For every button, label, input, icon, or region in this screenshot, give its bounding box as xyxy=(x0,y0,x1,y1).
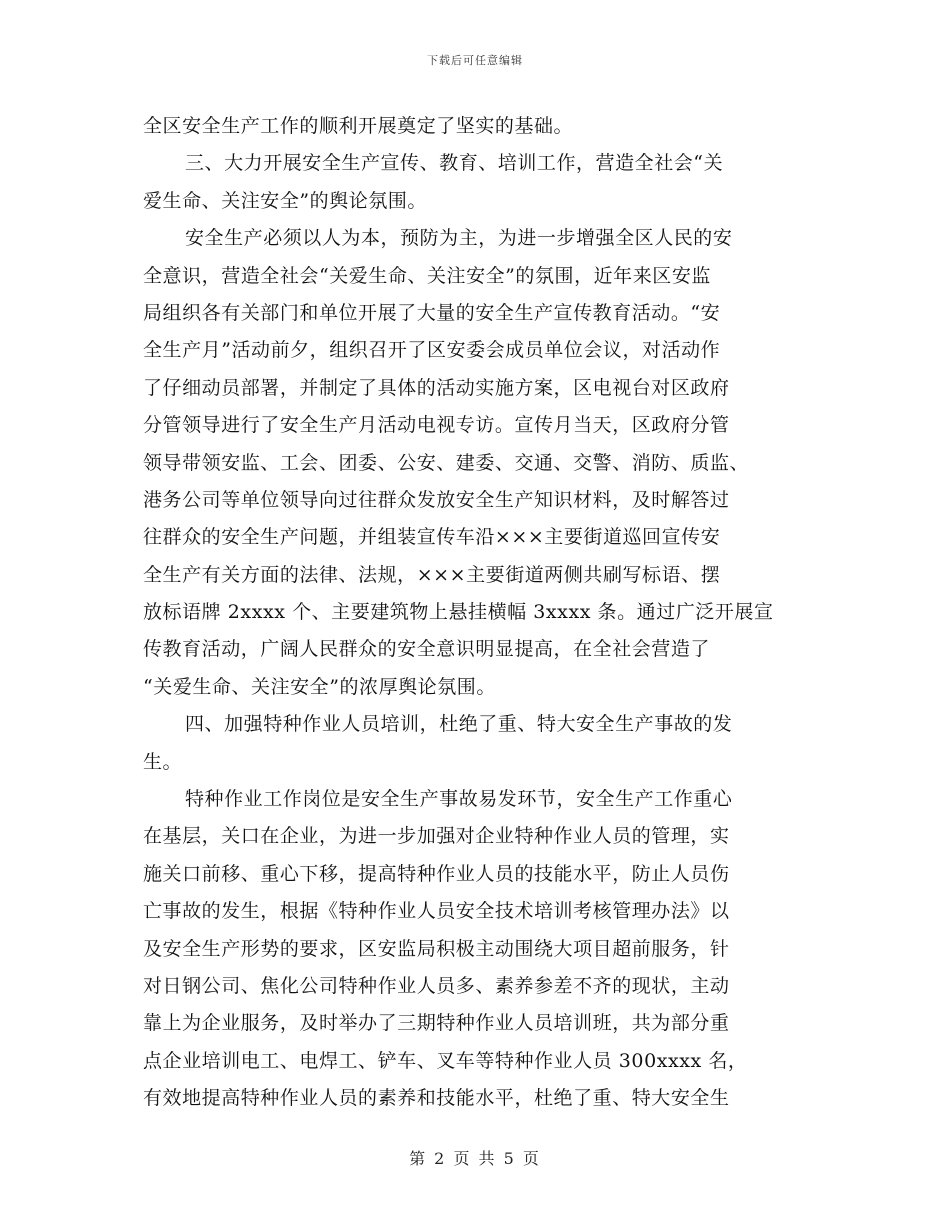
text-line: “关爱生命、关注安全”的浓厚舆论氛围。 xyxy=(143,675,496,698)
text-line: 分管领导进行了安全生产月活动电视专访。宣传月当天，区政府分管 xyxy=(143,414,730,437)
text-line: 及安全生产形势的要求，区安监局积极主动围绕大项目超前服务，针 xyxy=(143,937,730,960)
page-number-footer: 第 2 页 共 5 页 xyxy=(409,1149,541,1168)
text-line: 全生产月”活动前夕，组织召开了区安委会成员单位会议，对活动作 xyxy=(143,339,721,362)
text-line: 传教育活动，广阔人民群众的安全意识明显提高，在全社会营造了 xyxy=(143,638,710,661)
text-line: 港务公司等单位领导向过往群众发放安全生产知识材料，及时解答过 xyxy=(143,488,730,511)
text-line: 对日钢公司、焦化公司特种作业人员多、素养参差不齐的现状，主动 xyxy=(143,974,730,997)
text-line: 放标语牌 2xxxx 个、主要建筑物上悬挂横幅 3xxxx 条。通过广泛开展宣 xyxy=(143,601,774,624)
text-line: 生。 xyxy=(143,750,183,773)
section-heading-3: 三、大力开展安全生产宣传、教育、培训工作，营造全社会“关 xyxy=(185,152,724,175)
text-line: 靠上为企业服务，及时举办了三期特种作业人员培训班，共为部分重 xyxy=(143,1012,730,1035)
text-line: 在基层，关口在企业，为进一步加强对企业特种作业人员的管理，实 xyxy=(143,825,730,848)
section-heading-4: 四、加强特种作业人员培训，杜绝了重、特大安全生产事故的发 xyxy=(185,713,733,736)
text-line: 局组织各有关部门和单位开展了大量的安全生产宣传教育活动。“安 xyxy=(143,301,721,324)
text-line: 亡事故的发生，根据《特种作业人员安全技术培训考核管理办法》以 xyxy=(143,900,730,923)
text-line: 了仔细动员部署，并制定了具体的活动实施方案，区电视台对区政府 xyxy=(143,376,730,399)
text-line: 爱生命、关注安全”的舆论氛围。 xyxy=(143,189,427,212)
text-line: 全意识，营造全社会“关爱生命、关注安全”的氛围，近年来区安监 xyxy=(143,264,711,287)
paragraph-start: 特种作业工作岗位是安全生产事故易发环节，安全生产工作重心 xyxy=(185,788,733,811)
page-header-note: 下载后可任意编辑 xyxy=(427,54,523,67)
text-line: 施关口前移、重心下移，提高特种作业人员的技能水平，防止人员伤 xyxy=(143,862,730,885)
text-line: 往群众的安全生产问题，并组装宣传车沿×××主要街道巡回宣传安 xyxy=(143,526,721,549)
text-line: 全生产有关方面的法律、法规，×××主要街道两侧共刷写标语、摆 xyxy=(143,563,721,586)
text-line: 点企业培训电工、电焊工、铲车、叉车等特种作业人员 300xxxx 名， xyxy=(143,1049,748,1072)
document-body xyxy=(143,108,813,1118)
paragraph-start: 安全生产必须以人为本，预防为主，为进一步增强全区人民的安 xyxy=(185,227,733,250)
text-line: 全区安全生产工作的顺利开展奠定了坚实的基础。 xyxy=(143,115,574,137)
text-line: 有效地提高特种作业人员的素养和技能水平，杜绝了重、特大安全生 xyxy=(143,1087,730,1110)
text-line: 领导带领安监、工会、团委、公安、建委、交通、交警、消防、质监、 xyxy=(143,451,750,474)
